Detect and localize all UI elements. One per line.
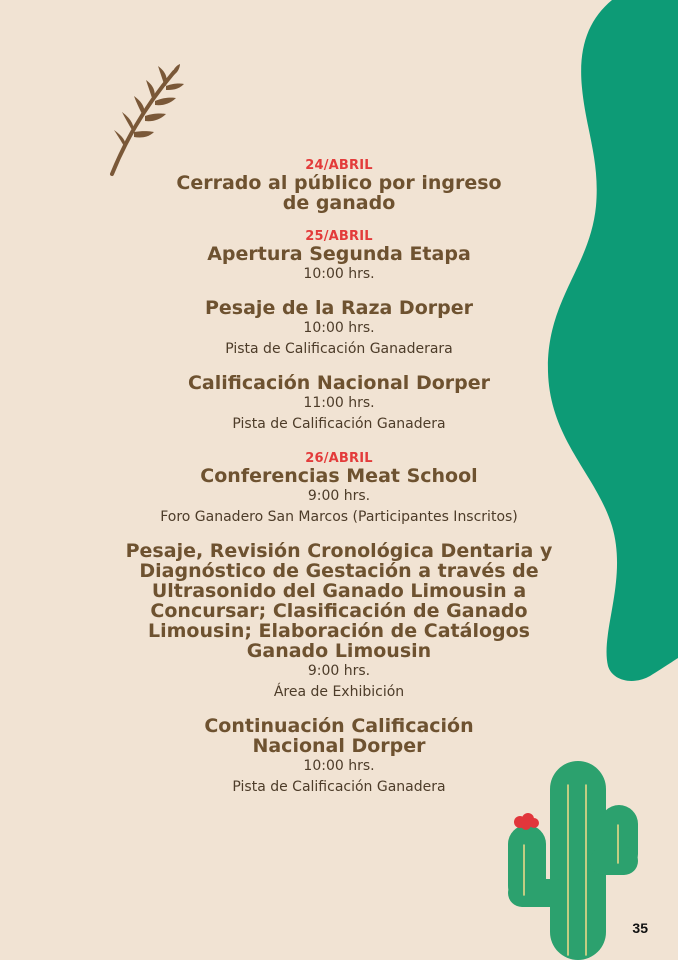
event-time: 10:00 hrs.	[303, 758, 375, 774]
event-title: Cerrado al público por ingreso de ganado	[176, 172, 502, 214]
date-heading: 26/ABRIL	[305, 451, 373, 466]
schedule-day-26	[110, 451, 568, 798]
schedule	[110, 158, 568, 798]
event	[110, 173, 568, 213]
event-title: Conferencias Meat School	[200, 465, 478, 487]
schedule-day-25	[110, 229, 568, 435]
event-title: Pesaje, Revisión Cronológica Dentaria y Diagnóstico de Gestación a través de Ultrasonido del Ganado Limousin a Concursar; Clasificación de Ganado Limousin; Elaboración de Catálogos Ganado Limousin	[125, 540, 553, 662]
event-place: Pista de Calificación Ganadera	[232, 779, 446, 795]
event-time: 10:00 hrs.	[303, 320, 375, 336]
event-time: 9:00 hrs.	[307, 488, 371, 504]
date-heading: 25/ABRIL	[305, 229, 373, 244]
event-time: 9:00 hrs.	[307, 663, 371, 679]
event-title: Pesaje de la Raza Dorper	[204, 297, 473, 319]
schedule-day-24	[110, 158, 568, 213]
event	[110, 298, 568, 360]
event	[110, 541, 568, 703]
date-heading: 24/ABRIL	[305, 158, 373, 173]
event-place: Pista de Calificación Ganaderara	[225, 341, 453, 357]
event-time: 10:00 hrs.	[303, 266, 375, 282]
event-title: Continuación Calificación Nacional Dorper	[204, 715, 474, 757]
event-time: 11:00 hrs.	[303, 395, 375, 411]
event-place: Pista de Calificación Ganadera	[232, 416, 446, 432]
event	[110, 466, 568, 528]
event-title: Calificación Nacional Dorper	[187, 372, 490, 394]
event	[110, 244, 568, 285]
event-place: Foro Ganadero San Marcos (Participantes Inscritos)	[160, 509, 518, 525]
event	[110, 716, 568, 798]
event	[110, 373, 568, 435]
event-place: Área de Exhibición	[273, 684, 405, 700]
page-number: 35	[632, 920, 648, 936]
event-title: Apertura Segunda Etapa	[207, 243, 471, 265]
